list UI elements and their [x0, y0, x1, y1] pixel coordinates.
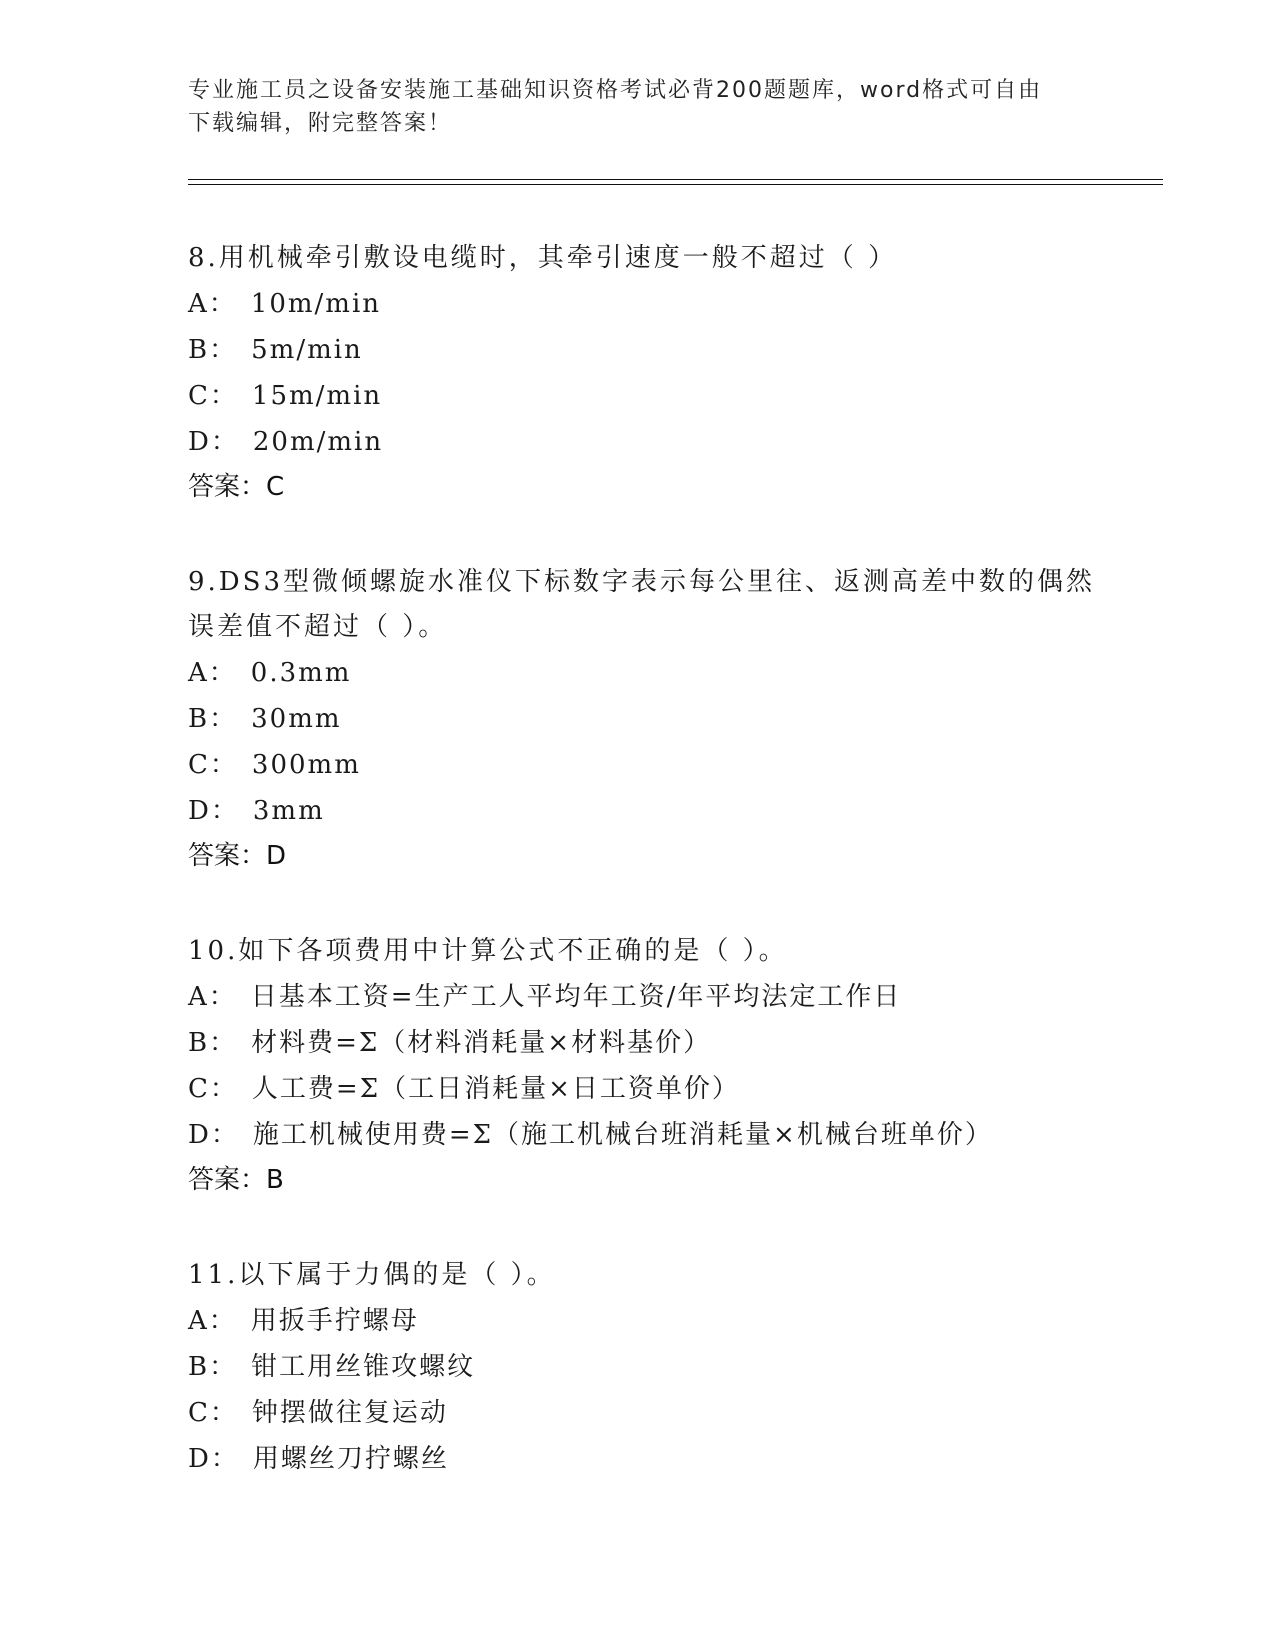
option-letter: A	[188, 982, 209, 1012]
option-separator: ：	[208, 289, 237, 319]
option-c	[188, 742, 1118, 788]
option-letter: D	[188, 796, 211, 826]
option-text: 施工机械使用费=Σ（施工机械台班消耗量×机械台班单价）	[252, 1120, 993, 1150]
option-a	[188, 974, 1118, 1020]
option-letter: A	[188, 658, 209, 688]
option-separator: ：	[209, 1398, 238, 1428]
question-stem: 误差值不超过（ ）。	[188, 612, 448, 642]
option-separator: ：	[210, 796, 239, 826]
header-rule-bottom	[188, 184, 1163, 185]
question-list	[188, 236, 1118, 1482]
option-text: 钟摆做往复运动	[251, 1398, 448, 1428]
question-spacer	[188, 509, 1118, 560]
option-c	[188, 1066, 1118, 1112]
question-spacer	[188, 1202, 1118, 1253]
option-text: 人工费=Σ（工日消耗量×日工资单价）	[251, 1074, 740, 1104]
option-letter: C	[188, 1398, 210, 1428]
answer-line: 答案：C	[188, 472, 285, 502]
option-text: 300mm	[251, 750, 361, 780]
question-item	[188, 560, 1118, 878]
option-d	[188, 788, 1118, 834]
option-letter: C	[188, 1074, 210, 1104]
option-separator: ：	[210, 1120, 239, 1150]
header-rule-top	[188, 179, 1163, 180]
option-text: 10m/min	[250, 289, 382, 319]
option-c	[188, 373, 1118, 419]
option-text: 20m/min	[252, 427, 384, 457]
question-spacer	[188, 878, 1118, 929]
option-text: 用螺丝刀拧螺丝	[252, 1444, 449, 1474]
option-b	[188, 1020, 1118, 1066]
question-stem: 8.用机械牵引敷设电缆时，其牵引速度一般不超过（ ）	[188, 243, 898, 273]
document-header	[188, 74, 1088, 140]
option-letter: A	[188, 289, 209, 319]
answer-line: 答案：D	[188, 841, 287, 871]
option-separator: ：	[209, 750, 238, 780]
option-d	[188, 1436, 1118, 1482]
option-text: 3mm	[252, 796, 325, 826]
option-separator: ：	[210, 1444, 239, 1474]
option-letter: B	[188, 335, 210, 365]
option-text: 材料费=Σ（材料消耗量×材料基价）	[251, 1028, 712, 1058]
question-item	[188, 236, 1118, 509]
question-stem: 10.如下各项费用中计算公式不正确的是（ ）。	[188, 936, 788, 966]
option-separator: ：	[209, 335, 238, 365]
option-text: 0.3mm	[250, 658, 352, 688]
option-separator: ：	[209, 704, 238, 734]
option-text: 日基本工资=生产工人平均年工资/年平均法定工作日	[250, 982, 902, 1012]
option-letter: C	[188, 381, 210, 411]
option-letter: B	[188, 1352, 210, 1382]
question-item	[188, 1253, 1118, 1482]
question-stem: 9.DS3型微倾螺旋水准仪下标数字表示每公里往、返测高差中数的偶然	[188, 567, 1096, 597]
option-a	[188, 1298, 1118, 1344]
answer-line: 答案：B	[188, 1165, 284, 1195]
option-separator: ：	[209, 1352, 238, 1382]
option-separator: ：	[209, 1028, 238, 1058]
question-stem: 11.以下属于力偶的是（ ）。	[188, 1260, 556, 1290]
option-separator: ：	[208, 982, 237, 1012]
option-separator: ：	[208, 658, 237, 688]
option-text: 5m/min	[251, 335, 363, 365]
option-c	[188, 1390, 1118, 1436]
header-line-1: 专业施工员之设备安装施工基础知识资格考试必背200题题库，word格式可自由	[188, 78, 1043, 103]
option-text: 用扳手拧螺母	[250, 1306, 419, 1336]
option-b	[188, 1344, 1118, 1390]
option-separator: ：	[209, 1074, 238, 1104]
option-letter: A	[188, 1306, 209, 1336]
option-text: 15m/min	[251, 381, 383, 411]
option-letter: C	[188, 750, 210, 780]
option-d	[188, 1112, 1118, 1158]
option-letter: B	[188, 704, 210, 734]
option-d	[188, 419, 1118, 465]
option-text: 30mm	[251, 704, 342, 734]
option-separator: ：	[208, 1306, 237, 1336]
header-line-2: 下载编辑，附完整答案！	[188, 111, 453, 136]
option-separator: ：	[210, 427, 239, 457]
option-letter: D	[188, 427, 211, 457]
question-item	[188, 929, 1118, 1202]
option-b	[188, 696, 1118, 742]
option-text: 钳工用丝锥攻螺纹	[251, 1352, 476, 1382]
option-separator: ：	[209, 381, 238, 411]
option-a	[188, 281, 1118, 327]
option-a	[188, 650, 1118, 696]
option-letter: D	[188, 1120, 211, 1150]
option-letter: D	[188, 1444, 211, 1474]
option-letter: B	[188, 1028, 210, 1058]
option-b	[188, 327, 1118, 373]
